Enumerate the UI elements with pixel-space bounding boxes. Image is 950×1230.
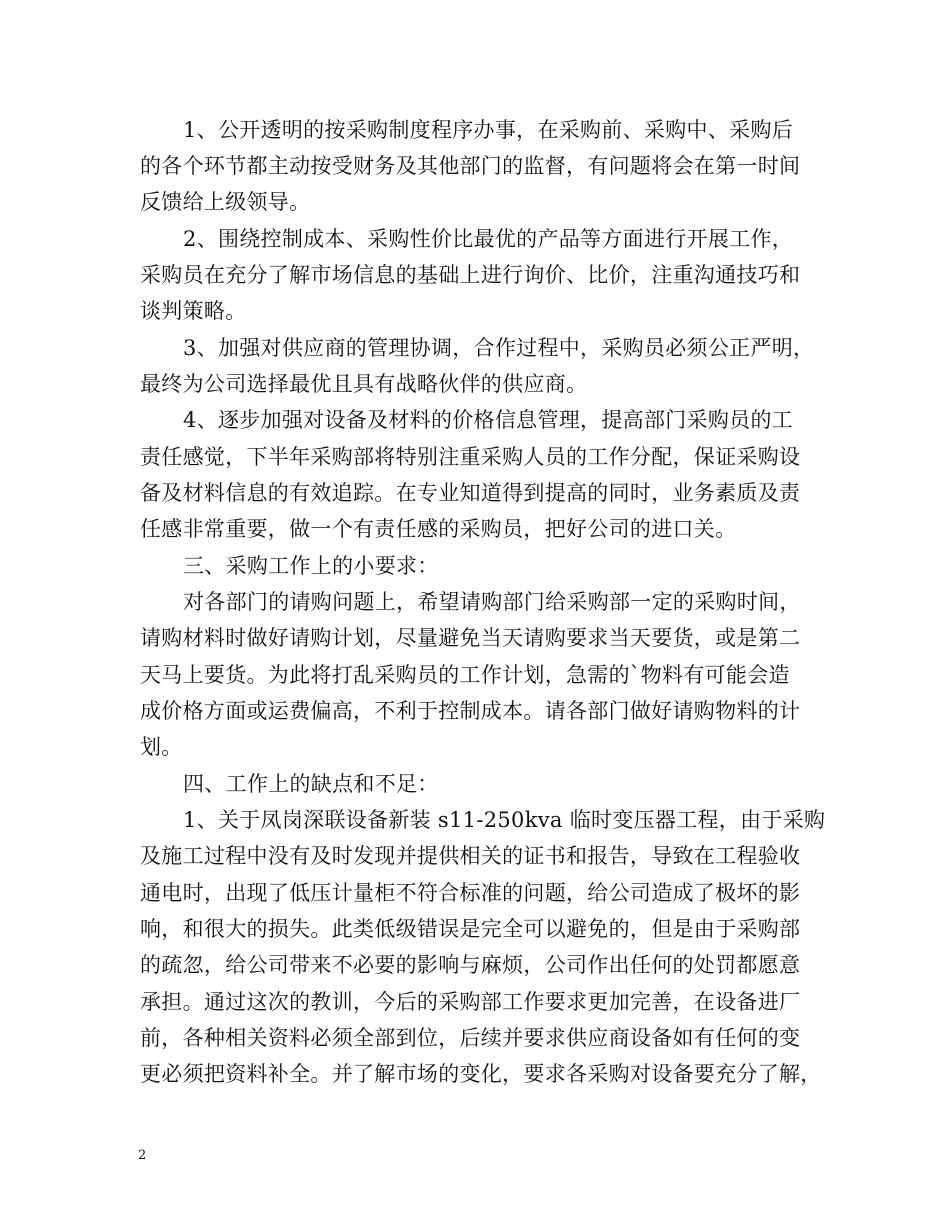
paragraph-line: 划。 [140,735,183,759]
paragraph-line: 对各部门的请购问题上，希望请购部门给采购部一定的采购时间， [183,590,801,614]
paragraph-line: 责任感觉，下半年采购部将特别注重采购人员的工作分配，保证采购设 [140,445,801,469]
paragraph-line: 的疏忽，给公司带来不必要的影响与麻烦，公司作出任何的处罚都愿意 [140,953,801,977]
paragraph-line: 及施工过程中没有及时发现并提供相关的证书和报告，导致在工程验收 [140,844,801,868]
paragraph-line: 反馈给上级领导。 [140,190,311,214]
paragraph-line: 2、围绕控制成本、采购性价比最优的产品等方面进行开展工作， [183,227,794,251]
paragraph-line: 3、加强对供应商的管理协调，合作过程中，采购员必须公正严明， [183,336,815,360]
paragraph-line: 的各个环节都主动按受财务及其他部门的监督，有问题将会在第一时间 [140,154,801,178]
paragraph-line: 备及材料信息的有效追踪。在专业知道得到提高的同时，业务素质及责 [140,481,801,505]
paragraph-line: 成价格方面或运费偏高，不利于控制成本。请各部门做好请购物料的计 [140,699,801,723]
section-heading: 四、工作上的缺点和不足： [183,772,439,796]
paragraph-line: 前，各种相关资料必须全部到位，后续并要求供应商设备如有任何的变 [140,1026,801,1050]
paragraph-line: 谈判策略。 [140,299,247,323]
paragraph-line: 更必须把资料补全。并了解市场的变化，要求各采购对设备要充分了解， [140,1062,822,1086]
paragraph-line: 承担。通过这次的教训，今后的采购部工作要求更加完善，在设备进厂 [140,990,801,1014]
paragraph-line: 天马上要货。为此将打乱采购员的工作计划，急需的`物料有可能会造 [140,663,790,687]
paragraph-line: 最终为公司选择最优且具有战略伙伴的供应商。 [140,372,588,396]
paragraph-line: 请购材料时做好请购计划，尽量避免当天请购要求当天要货，或是第二 [140,626,801,650]
paragraph-line: 通电时，出现了低压计量柜不符合标准的问题，给公司造成了极坏的影 [140,881,801,905]
paragraph-line: 1、公开透明的按采购制度程序办事，在采购前、采购中、采购后 [183,118,794,142]
paragraph-line: 1、关于凤岗深联设备新装 s11-250kva 临时变压器工程，由于采购 [183,808,826,832]
section-heading: 三、采购工作上的小要求： [183,554,439,578]
paragraph-line: 4、逐步加强对设备及材料的价格信息管理，提高部门采购员的工 [183,408,794,432]
page-number: 2 [138,1148,147,1163]
paragraph-line: 响，和很大的损失。此类低级错误是完全可以避免的，但是由于采购部 [140,917,801,941]
paragraph-line: 采购员在充分了解市场信息的基础上进行询价、比价，注重沟通技巧和 [140,263,801,287]
paragraph-line: 任感非常重要，做一个有责任感的采购员，把好公司的进口关。 [140,517,737,541]
